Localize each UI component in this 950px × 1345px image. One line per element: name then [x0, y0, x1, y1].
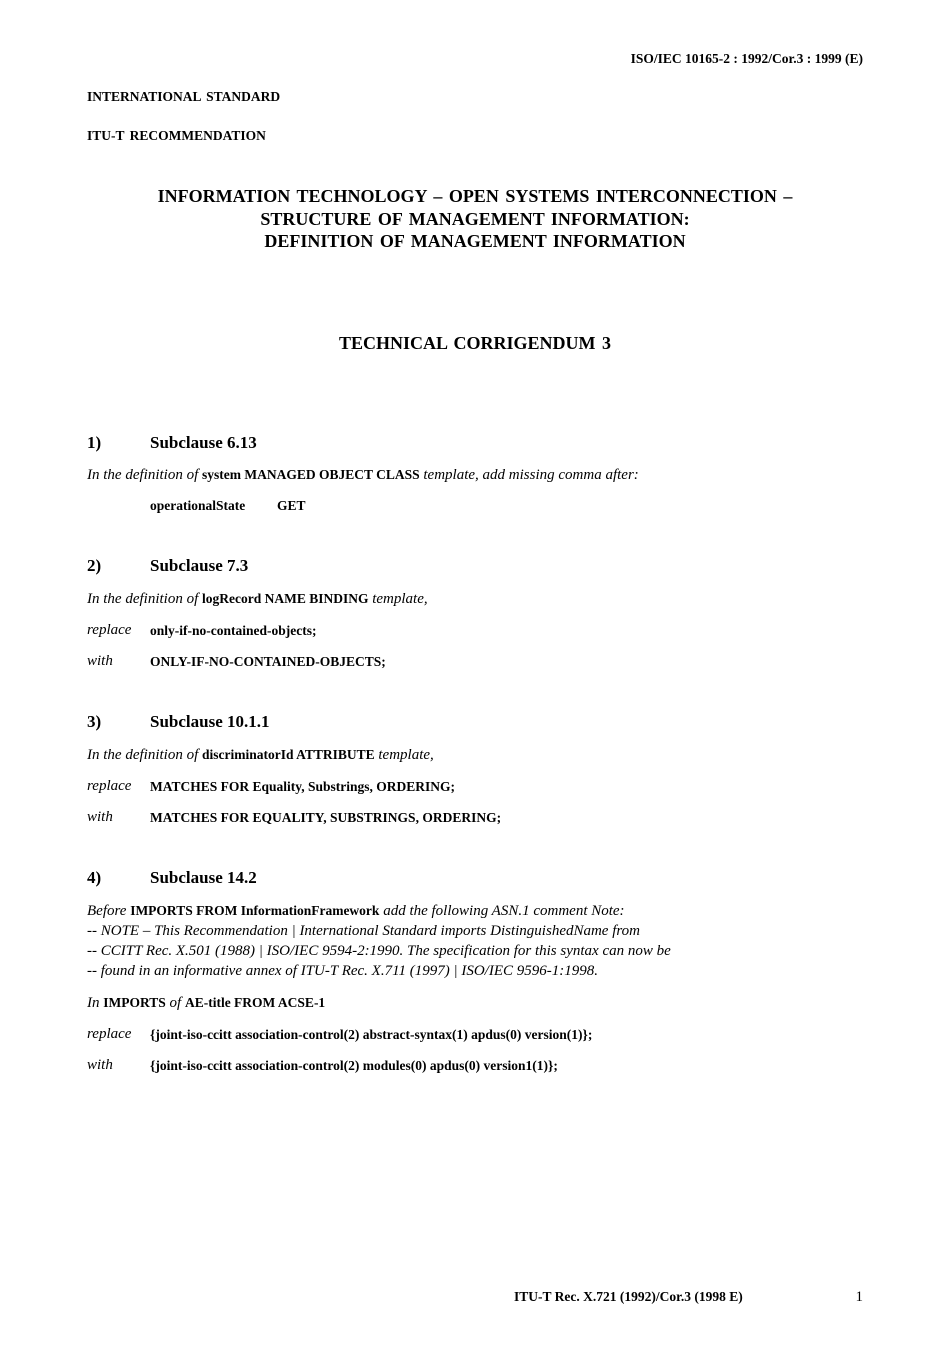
section-1-code-attribute: operationalState [150, 498, 246, 513]
title-line-1: INFORMATION TECHNOLOGY – OPEN SYSTEMS INTERCONNECTION – [157, 186, 793, 206]
section-4-replace-text: {joint-iso-ccitt association-control(2) abstract-syntax(1) apdus(0) version(1)}; [150, 1027, 593, 1042]
page-title [0, 185, 950, 253]
title-line-3: DEFINITION OF MANAGEMENT INFORMATION [264, 231, 686, 251]
section-3-intro: In the definition of discriminatorId ATTRIBUTE template, [87, 747, 434, 763]
section-2-with-text: ONLY-IF-NO-CONTAINED-OBJECTS; [150, 654, 386, 669]
section-2-with-label: with [87, 653, 113, 669]
section-4-intro: Before IMPORTS FROM InformationFramework add the following ASN.1 comment Note: [87, 903, 625, 919]
section-3-with-text: MATCHES FOR EQUALITY, SUBSTRINGS, ORDERING; [150, 810, 502, 825]
page-number: 1 [855, 1289, 863, 1305]
footer-recommendation: ITU-T Rec. X.721 (1992)/Cor.3 (1998 E) [514, 1289, 743, 1304]
section-1-intro: In the definition of system MANAGED OBJECT CLASS template, add missing comma after: [87, 467, 639, 483]
document-identifier: ISO/IEC 10165-2 : 1992/Cor.3 : 1999 (E) [630, 51, 863, 66]
section-3-with-label: with [87, 809, 113, 825]
section-2-intro: In the definition of logRecord NAME BINDING template, [87, 591, 428, 607]
section-1-number: 1) [87, 433, 102, 452]
section-3-replace-text: MATCHES FOR Equality, Substrings, ORDERING; [150, 779, 456, 794]
header-international-standard: INTERNATIONAL STANDARD [87, 89, 281, 104]
section-4-with-text: {joint-iso-ccitt association-control(2) modules(0) apdus(0) version1(1)}; [150, 1058, 558, 1073]
section-3-title: Subclause 10.1.1 [150, 712, 270, 731]
section-3-number: 3) [87, 712, 102, 731]
section-2-replace-text: only-if-no-contained-objects; [150, 623, 317, 638]
section-1-title: Subclause 6.13 [150, 433, 257, 452]
section-4-with-label: with [87, 1057, 113, 1073]
section-3-replace-label: replace [87, 778, 132, 794]
header-itu-recommendation: ITU-T RECOMMENDATION [87, 128, 266, 143]
section-2-number: 2) [87, 556, 102, 575]
title-line-2: STRUCTURE OF MANAGEMENT INFORMATION: [260, 208, 690, 229]
section-2-replace-label: replace [87, 622, 132, 638]
section-4-imports-line: In IMPORTS of AE-title FROM ACSE-1 [87, 995, 326, 1011]
document-subtitle: TECHNICAL CORRIGENDUM 3 [338, 333, 612, 353]
section-2-title: Subclause 7.3 [150, 556, 249, 575]
section-4-number: 4) [87, 868, 102, 887]
section-4-note-line-1: -- NOTE – This Recommendation | International Standard imports DistinguishedName from [87, 923, 641, 939]
section-4-title: Subclause 14.2 [150, 868, 257, 887]
section-4-note-line-3: -- found in an informative annex of ITU-T Rec. X.711 (1997) | ISO/IEC 9596-1:1998. [87, 963, 598, 979]
section-4-note-line-2: -- CCITT Rec. X.501 (1988) | ISO/IEC 9594-2:1990. The specification for this syntax can now be [87, 943, 671, 959]
section-4-replace-label: replace [87, 1026, 132, 1042]
section-1-code-get: GET [277, 498, 306, 513]
